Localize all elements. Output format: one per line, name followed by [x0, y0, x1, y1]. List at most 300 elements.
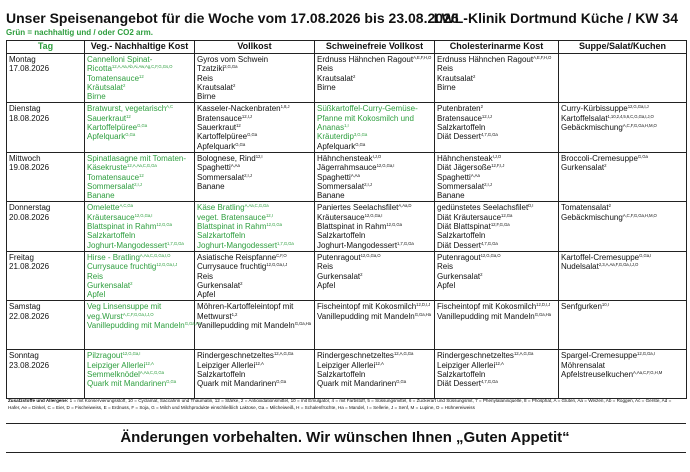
dish-line	[197, 272, 312, 281]
page-title: Unser Speisenangebot für die Woche vom 17.08.2026 bis 23.08.2026	[6, 10, 459, 26]
dish-name: Apfelquark	[87, 132, 126, 142]
allergen-codes: G,Ga	[235, 141, 246, 147]
dish-line	[437, 163, 556, 172]
dish-name: Gurkensalat	[561, 163, 605, 173]
dish-line	[437, 154, 556, 163]
allergen-codes: 12,G,Ga,I	[134, 212, 153, 218]
allergen-codes: 2,I,J	[484, 181, 492, 187]
dish-name: Süßkartoffel-Curry-Gemüse-	[317, 104, 418, 114]
dish-line	[87, 92, 192, 101]
allergen-codes: I,J,O	[492, 153, 502, 159]
dish-line	[437, 222, 556, 231]
allergen-codes: G,Ga,Ha	[184, 321, 201, 327]
dish-line	[317, 213, 432, 222]
dish-name: Joghurt-Mangodessert	[317, 240, 398, 250]
vollkost-cell	[195, 152, 315, 201]
allergen-codes: A,C	[166, 104, 174, 110]
dish-name: Blattspinat in Rahm	[317, 222, 387, 232]
dish-line	[197, 64, 312, 73]
allergen-codes: C,F,O	[276, 252, 287, 258]
dish-name: Salzkartoffeln	[87, 231, 136, 241]
allergen-codes: 12,A	[145, 360, 154, 366]
dish-name: Reis	[437, 64, 454, 74]
dish-line	[317, 231, 432, 240]
allergen-codes: 4,7,G,Ga	[481, 132, 498, 138]
dish-line	[437, 302, 556, 311]
dish-line	[317, 379, 432, 388]
dish-line	[437, 312, 556, 321]
dish-line	[197, 132, 312, 141]
dish-name: Reis	[197, 271, 214, 281]
dish-name: Kräutersauce	[317, 212, 365, 222]
dish-name: Birne	[317, 82, 336, 92]
dish-line	[87, 321, 201, 331]
dish-name: Tomatensauce	[87, 73, 140, 83]
dish-name: Fischeintopf mit Kokosmilch	[437, 302, 537, 312]
dish-name: Kräuterdip	[317, 132, 354, 142]
dish-name: Birne	[197, 92, 216, 102]
dish-name: Bolognese, Rind	[197, 153, 256, 163]
veg-cell	[85, 350, 195, 399]
allergen-codes: 12	[126, 113, 131, 119]
dish-name: Vanillepudding mit Mandeln	[197, 321, 295, 331]
dish-name: Apfel	[87, 290, 106, 300]
dish-name: Semmelknödel	[87, 370, 140, 380]
dish-line	[437, 191, 556, 200]
column-header-suppe-salat-kuchen: Suppe/Salat/Kuchen	[559, 41, 687, 54]
dish-line	[437, 83, 556, 92]
dish-line	[87, 302, 192, 311]
dish-name: Rindergeschnetzeltes	[197, 351, 274, 361]
allergen-codes: G,Ga	[637, 153, 648, 159]
suppe-salat-kuchen-cell	[559, 251, 687, 300]
allergen-codes: A,Aa,C,G,Ga	[139, 370, 164, 376]
dish-line	[437, 281, 556, 290]
dish-line	[317, 55, 432, 64]
day-name: Donnerstag	[9, 203, 51, 213]
dish-name: Quark mit Mandarinen	[317, 379, 397, 389]
allergen-codes: 12,G,Ga,I,J	[627, 104, 649, 110]
dish-name: Jägerrahmsauce	[317, 163, 377, 173]
allergen-codes: 12,A	[495, 360, 504, 366]
dish-line	[317, 302, 432, 311]
allergen-codes: 2	[353, 73, 356, 79]
allergen-codes: A,Aa,D	[398, 203, 412, 209]
dish-name: Reis	[197, 73, 214, 83]
allergen-codes: A,C,F,G,Ga,I,J,O	[122, 311, 154, 317]
allergen-codes: 12,A,G,Ga	[513, 351, 534, 357]
dish-line	[197, 361, 312, 370]
allergen-codes: 2	[473, 73, 476, 79]
dish-name: Diät Kräutersauce	[437, 212, 502, 222]
dish-name: Putenbraten	[437, 104, 481, 114]
dish-name: Apfelquark	[317, 141, 356, 151]
veg-cell	[85, 251, 195, 300]
day-date: 23.08.2026	[9, 360, 50, 370]
cholesterinarm-cell	[435, 152, 559, 201]
allergen-codes: 12,G,Ga	[156, 222, 172, 228]
dish-line	[197, 142, 312, 151]
dish-line	[87, 123, 192, 132]
dish-line	[437, 253, 556, 262]
allergen-codes: G,Ga	[396, 379, 407, 385]
dish-line	[87, 132, 192, 141]
dish-line	[87, 154, 192, 163]
allergen-codes: 12,G,Ga,O	[480, 252, 501, 258]
allergen-codes: D,I	[528, 203, 534, 209]
dish-line	[197, 173, 312, 182]
allergen-footnote	[8, 398, 684, 411]
dish-line	[437, 173, 556, 182]
day-row	[7, 251, 687, 300]
dish-line	[197, 281, 312, 290]
dish-name: Birne	[87, 92, 106, 102]
allergen-codes: 12,G,Ga,I	[122, 351, 141, 357]
allergen-codes: 12,I,J	[241, 113, 252, 119]
dish-name: Leipziger Allerlei	[437, 360, 496, 370]
allergen-codes: 1,7,G,Ga	[397, 240, 414, 246]
dish-line	[317, 154, 432, 163]
schweinefrei-cell	[315, 350, 435, 399]
day-cell	[7, 350, 85, 399]
allergen-codes: G,Ga,I	[639, 252, 652, 258]
allergen-codes: A,C,Ga	[119, 203, 133, 209]
dish-line	[87, 290, 192, 299]
day-row	[7, 350, 687, 399]
dish-line	[197, 262, 312, 271]
dish-name: Vanillepudding mit Mandeln	[87, 321, 185, 331]
dish-name: Tomatensauce	[87, 172, 140, 182]
dish-name: Gebäckmischung	[561, 212, 623, 222]
dish-line	[87, 253, 192, 262]
dish-line	[87, 191, 192, 200]
dish-name: Diät Dessert	[437, 240, 482, 250]
dish-name: Leipziger Allerlei	[87, 360, 146, 370]
cholesterinarm-cell	[435, 103, 559, 152]
dish-line	[317, 272, 432, 281]
dish-name: Banane	[197, 181, 225, 191]
allergen-codes: A,E,F,H,O	[413, 55, 432, 60]
allergen-codes: 2	[233, 82, 236, 88]
allergen-codes: 3,G,Ga	[353, 132, 368, 138]
dish-name: Birne	[437, 82, 456, 92]
dish-name: Spinatlasagne mit Tomaten-	[87, 153, 187, 163]
allergen-codes: 2,I,J	[244, 172, 252, 178]
day-row	[7, 54, 687, 103]
dish-line	[437, 213, 556, 222]
dish-line	[317, 173, 432, 182]
allergen-codes: G,Ga,Ha	[534, 311, 551, 317]
dish-name: Diät Blattspinat	[437, 222, 491, 232]
dish-line	[197, 182, 312, 191]
dish-line	[197, 351, 312, 360]
dish-line	[437, 123, 556, 132]
dish-name: Diät Jägersoße	[437, 163, 492, 173]
dish-name: Salzkartoffeln	[197, 231, 246, 241]
allergen-codes: 12,G,Ga,I	[637, 351, 655, 357]
dish-name: Hähnchensteak	[437, 153, 493, 163]
allergen-codes: 12,G,Ga,I	[364, 212, 383, 218]
dish-name: Putenragout	[317, 252, 361, 262]
dish-name: Gyros vom Schwein	[197, 55, 269, 64]
allergen-codes: 1,7,G,Ga	[167, 240, 184, 246]
dish-line	[317, 241, 432, 250]
allergen-codes: G,Ga	[166, 379, 177, 385]
dish-line	[197, 104, 312, 113]
dish-line	[437, 272, 556, 281]
dish-name: Kartoffelpüree	[197, 132, 248, 142]
dish-name: Kartoffel-Cremesuppe	[561, 252, 640, 262]
allergen-codes: 12,A	[375, 360, 384, 366]
dish-line	[561, 361, 684, 370]
dish-name: Salzkartoffeln	[437, 123, 486, 133]
allergen-codes: 12	[139, 73, 144, 79]
allergen-codes: G,Ga	[137, 123, 147, 129]
allergen-codes: 12,G,Ga,I	[376, 163, 395, 169]
dish-name: Sauerkraut	[197, 123, 237, 133]
dish-line	[317, 262, 432, 271]
dish-name: Hirse - Bratling	[87, 252, 140, 262]
dish-name: Broccoli-Cremesuppe	[561, 153, 638, 163]
dish-line	[437, 114, 556, 123]
day-cell	[7, 251, 85, 300]
allergen-codes: 4,7,G,Ga	[481, 379, 498, 385]
day-name: Samstag	[9, 302, 41, 312]
dish-name: Asiatische Reispfanne	[197, 252, 277, 262]
dish-line	[317, 163, 432, 172]
veg-cell	[85, 103, 195, 152]
dish-name: Reis	[317, 64, 334, 74]
dish-name: gedünstetes Seelachsfilet	[437, 203, 529, 213]
dish-name: Quark mit Mandarinen	[197, 379, 277, 389]
dish-line	[561, 262, 684, 271]
dish-line	[197, 213, 312, 222]
allergen-codes: 12,I,J	[481, 113, 492, 119]
dish-name: Gurkensalat	[317, 271, 361, 281]
allergen-codes: 12,A,Aa,Ab,Ai,Aw,Ag,C,F,G,Gs,O	[111, 64, 173, 70]
dish-line	[87, 163, 192, 172]
allergen-codes: 12,A,G,Ga	[273, 351, 294, 357]
dish-line	[317, 64, 432, 73]
dish-name: Möhren-Kartoffeleintopf mit	[197, 302, 294, 312]
veg-cell	[85, 202, 195, 251]
dish-line	[87, 222, 192, 231]
dish-name: Gurkensalat	[437, 271, 481, 281]
day-name: Sonntag	[9, 351, 39, 361]
day-row	[7, 152, 687, 201]
column-header-schweinefrei: Schweinefreie Vollkost	[315, 41, 435, 54]
allergen-codes: 12,Ga	[501, 212, 513, 218]
dish-name: Bratwurst, vegetarisch	[87, 104, 167, 114]
schweinefrei-cell	[315, 103, 435, 152]
allergen-codes: 12,G,Ga,O	[360, 252, 381, 258]
allergen-codes: A,Aa,C,G,Ga,I,O	[139, 252, 171, 258]
schweinefrei-cell	[315, 202, 435, 251]
day-cell	[7, 202, 85, 251]
divider	[6, 423, 686, 424]
suppe-salat-kuchen-cell	[559, 152, 687, 201]
dish-line	[87, 231, 192, 240]
dish-line	[197, 74, 312, 83]
menu-header-row	[7, 41, 687, 54]
dish-line	[437, 203, 556, 212]
allergen-codes: A,Aa	[350, 172, 360, 178]
dish-line	[87, 312, 192, 321]
dish-line	[197, 231, 312, 240]
dish-line	[317, 142, 432, 151]
dish-line	[197, 222, 312, 231]
allergen-codes: A,Aa	[230, 163, 240, 169]
dish-name: Reis	[437, 262, 454, 272]
suppe-salat-kuchen-cell	[559, 202, 687, 251]
dish-line	[317, 253, 432, 262]
column-header-day: Tag	[7, 41, 85, 54]
allergen-codes: G,Ga,Ha	[294, 321, 311, 327]
dish-name: Spaghetti	[437, 172, 471, 182]
dish-name: Blattspinat in Rahm	[197, 222, 267, 232]
dish-name: Cannelloni Spinat-	[87, 55, 153, 64]
dish-name: Gurkensalat	[87, 280, 131, 290]
suppe-salat-kuchen-cell	[559, 301, 687, 350]
allergen-codes: 1,2	[231, 311, 238, 317]
dish-name: Käse Bratling	[197, 203, 245, 213]
dish-line	[197, 321, 312, 330]
day-name: Dienstag	[9, 104, 41, 114]
column-header-veg: Veg.- Nachhaltige Kost	[85, 41, 195, 54]
allergen-codes: 12,D,I,J	[416, 302, 431, 308]
dish-line	[317, 74, 432, 83]
allergen-codes: 12,A	[255, 360, 264, 366]
allergen-codes: 2	[480, 104, 483, 110]
dish-name: Apfelquark	[197, 141, 236, 151]
dish-name: Currysauce fruchtig	[87, 262, 157, 272]
dish-line	[561, 253, 684, 262]
dish-name: Gurkensalat	[197, 280, 241, 290]
dish-line	[87, 64, 192, 73]
menu-table	[6, 40, 687, 399]
dish-name: Sommersalat	[87, 181, 135, 191]
dish-line	[437, 74, 556, 83]
allergen-codes: 2,I,J	[134, 181, 142, 187]
dish-line	[87, 281, 192, 290]
dish-line	[561, 351, 684, 360]
dish-line	[437, 241, 556, 250]
schweinefrei-cell	[315, 152, 435, 201]
dish-line	[561, 163, 684, 172]
dish-name: Gebäckmischung	[561, 123, 623, 133]
dish-name: Apfelstreuselkuchen	[561, 370, 634, 380]
dish-line	[197, 92, 312, 101]
allergen-codes: 12,I	[265, 212, 273, 218]
dish-name: Diät Dessert	[437, 132, 482, 142]
allergen-codes: 12,A,G,Ga	[393, 351, 414, 357]
allergen-codes: I,J,O	[372, 153, 382, 159]
dish-line	[317, 361, 432, 370]
allergen-footnote-text: 1 = mit Konservierungsstoff, 10 = Cyclamat, Saccahrin und Thaumatin, 12 = Stärke, 2 = Antioxidationsmittel, 10 = mit Emulgator, 4 = mit Farbstoff, 5 = Süssungsmittel, 6 = Zuckerart und Süssungsmit, 7 = Phenylalaninquelle, 8 = Phosphat, A = Gluten, Aa = Weizen, Ab = Roggen, Ac = Gerste, Ad = Hafer, Ae = Dinkel, C = Eier, D = Fischeiweiss, E = Erdnuss, F = Soja, G = Milch und Milchprodukte einschließlich Laktose, Ga = Milcheiweiß, H = Schalenfrüchte, Ha = Mandel, I = Sellerie, J = Senf, M = Lupine, O = Hühnereiweiss	[8, 398, 672, 410]
vollkost-cell	[195, 202, 315, 251]
allergen-codes: 2	[480, 271, 483, 277]
dish-line	[317, 312, 432, 321]
dish-line	[87, 379, 192, 388]
dish-name: Currysauce fruchtig	[197, 262, 267, 272]
dish-line	[87, 272, 192, 281]
dish-name: Quark mit Mandarinen	[87, 379, 167, 389]
dish-line	[561, 114, 684, 123]
allergen-codes: 12,G,Ga	[266, 222, 282, 228]
dish-line	[87, 114, 192, 123]
dish-name: Salzkartoffeln	[317, 231, 366, 241]
dish-name: Salzkartoffeln	[437, 370, 486, 380]
vollkost-cell	[195, 251, 315, 300]
dish-name: Möhrensalat	[561, 360, 606, 370]
day-date: 18.08.2026	[9, 113, 50, 123]
dish-name: Banane	[317, 191, 345, 201]
dish-name: Senfgurken	[561, 302, 602, 312]
dish-line	[87, 361, 192, 370]
dish-line	[87, 74, 192, 83]
allergen-codes: G,Ga,Ha	[414, 311, 431, 317]
day-row	[7, 202, 687, 251]
allergen-codes: A,C,F,G,Ga,H,M,O	[622, 123, 657, 129]
column-header-cholesterinarm: Cholesterinarme Kost	[435, 41, 559, 54]
dish-name: Curry-Kürbissuppe	[561, 104, 628, 114]
dish-name: Banane	[437, 191, 465, 201]
column-header-vollkost: Vollkost	[195, 41, 315, 54]
dish-line	[87, 351, 192, 360]
allergen-codes: G,Ga	[247, 132, 257, 138]
dish-name: Hähnchensteak	[317, 153, 373, 163]
dish-line	[197, 379, 312, 388]
dish-line	[317, 281, 432, 290]
dish-line	[317, 351, 432, 360]
dish-name: Pilzragout	[87, 351, 123, 361]
dish-line	[561, 203, 684, 212]
allergen-codes: 2	[123, 82, 126, 88]
schweinefrei-cell	[315, 301, 435, 350]
day-name: Mittwoch	[9, 153, 41, 163]
allergen-codes: 1,10,2,4,5,6,C,G,Ga,I,J,O	[607, 113, 654, 119]
dish-line	[87, 55, 192, 64]
dish-line	[317, 222, 432, 231]
allergen-codes: 1,8,J	[280, 104, 290, 110]
dish-name: Pfanne mit Kokosmilch und	[317, 113, 414, 123]
dish-name: Tzatziki	[197, 64, 225, 74]
dish-line	[437, 182, 556, 191]
vollkost-cell	[195, 301, 315, 350]
dish-name: Bratensauce	[437, 113, 482, 123]
dish-name: Leipziger Allerlei	[317, 360, 376, 370]
dish-line	[87, 173, 192, 182]
dish-line	[197, 290, 312, 299]
day-cell	[7, 152, 85, 201]
dish-name: Krautsalat	[317, 73, 354, 83]
dish-line	[197, 114, 312, 123]
dish-name: Salzkartoffeln	[197, 370, 246, 380]
dish-line	[561, 154, 684, 163]
allergen-codes: 12,G,Ga	[386, 222, 402, 228]
dish-line	[317, 114, 432, 123]
dish-name: Kräutersauce	[87, 212, 135, 222]
dish-name: Ananas	[317, 123, 345, 133]
dish-name: Rindergeschnetzeltes	[317, 351, 394, 361]
dish-name: Kasseler-Nackenbraten	[197, 104, 281, 114]
dish-name: Käsekruste	[87, 163, 128, 173]
dish-line	[87, 203, 192, 212]
divider	[6, 452, 686, 453]
day-row	[7, 301, 687, 350]
suppe-salat-kuchen-cell	[559, 103, 687, 152]
allergen-codes: 12,F,I,J	[491, 163, 505, 169]
